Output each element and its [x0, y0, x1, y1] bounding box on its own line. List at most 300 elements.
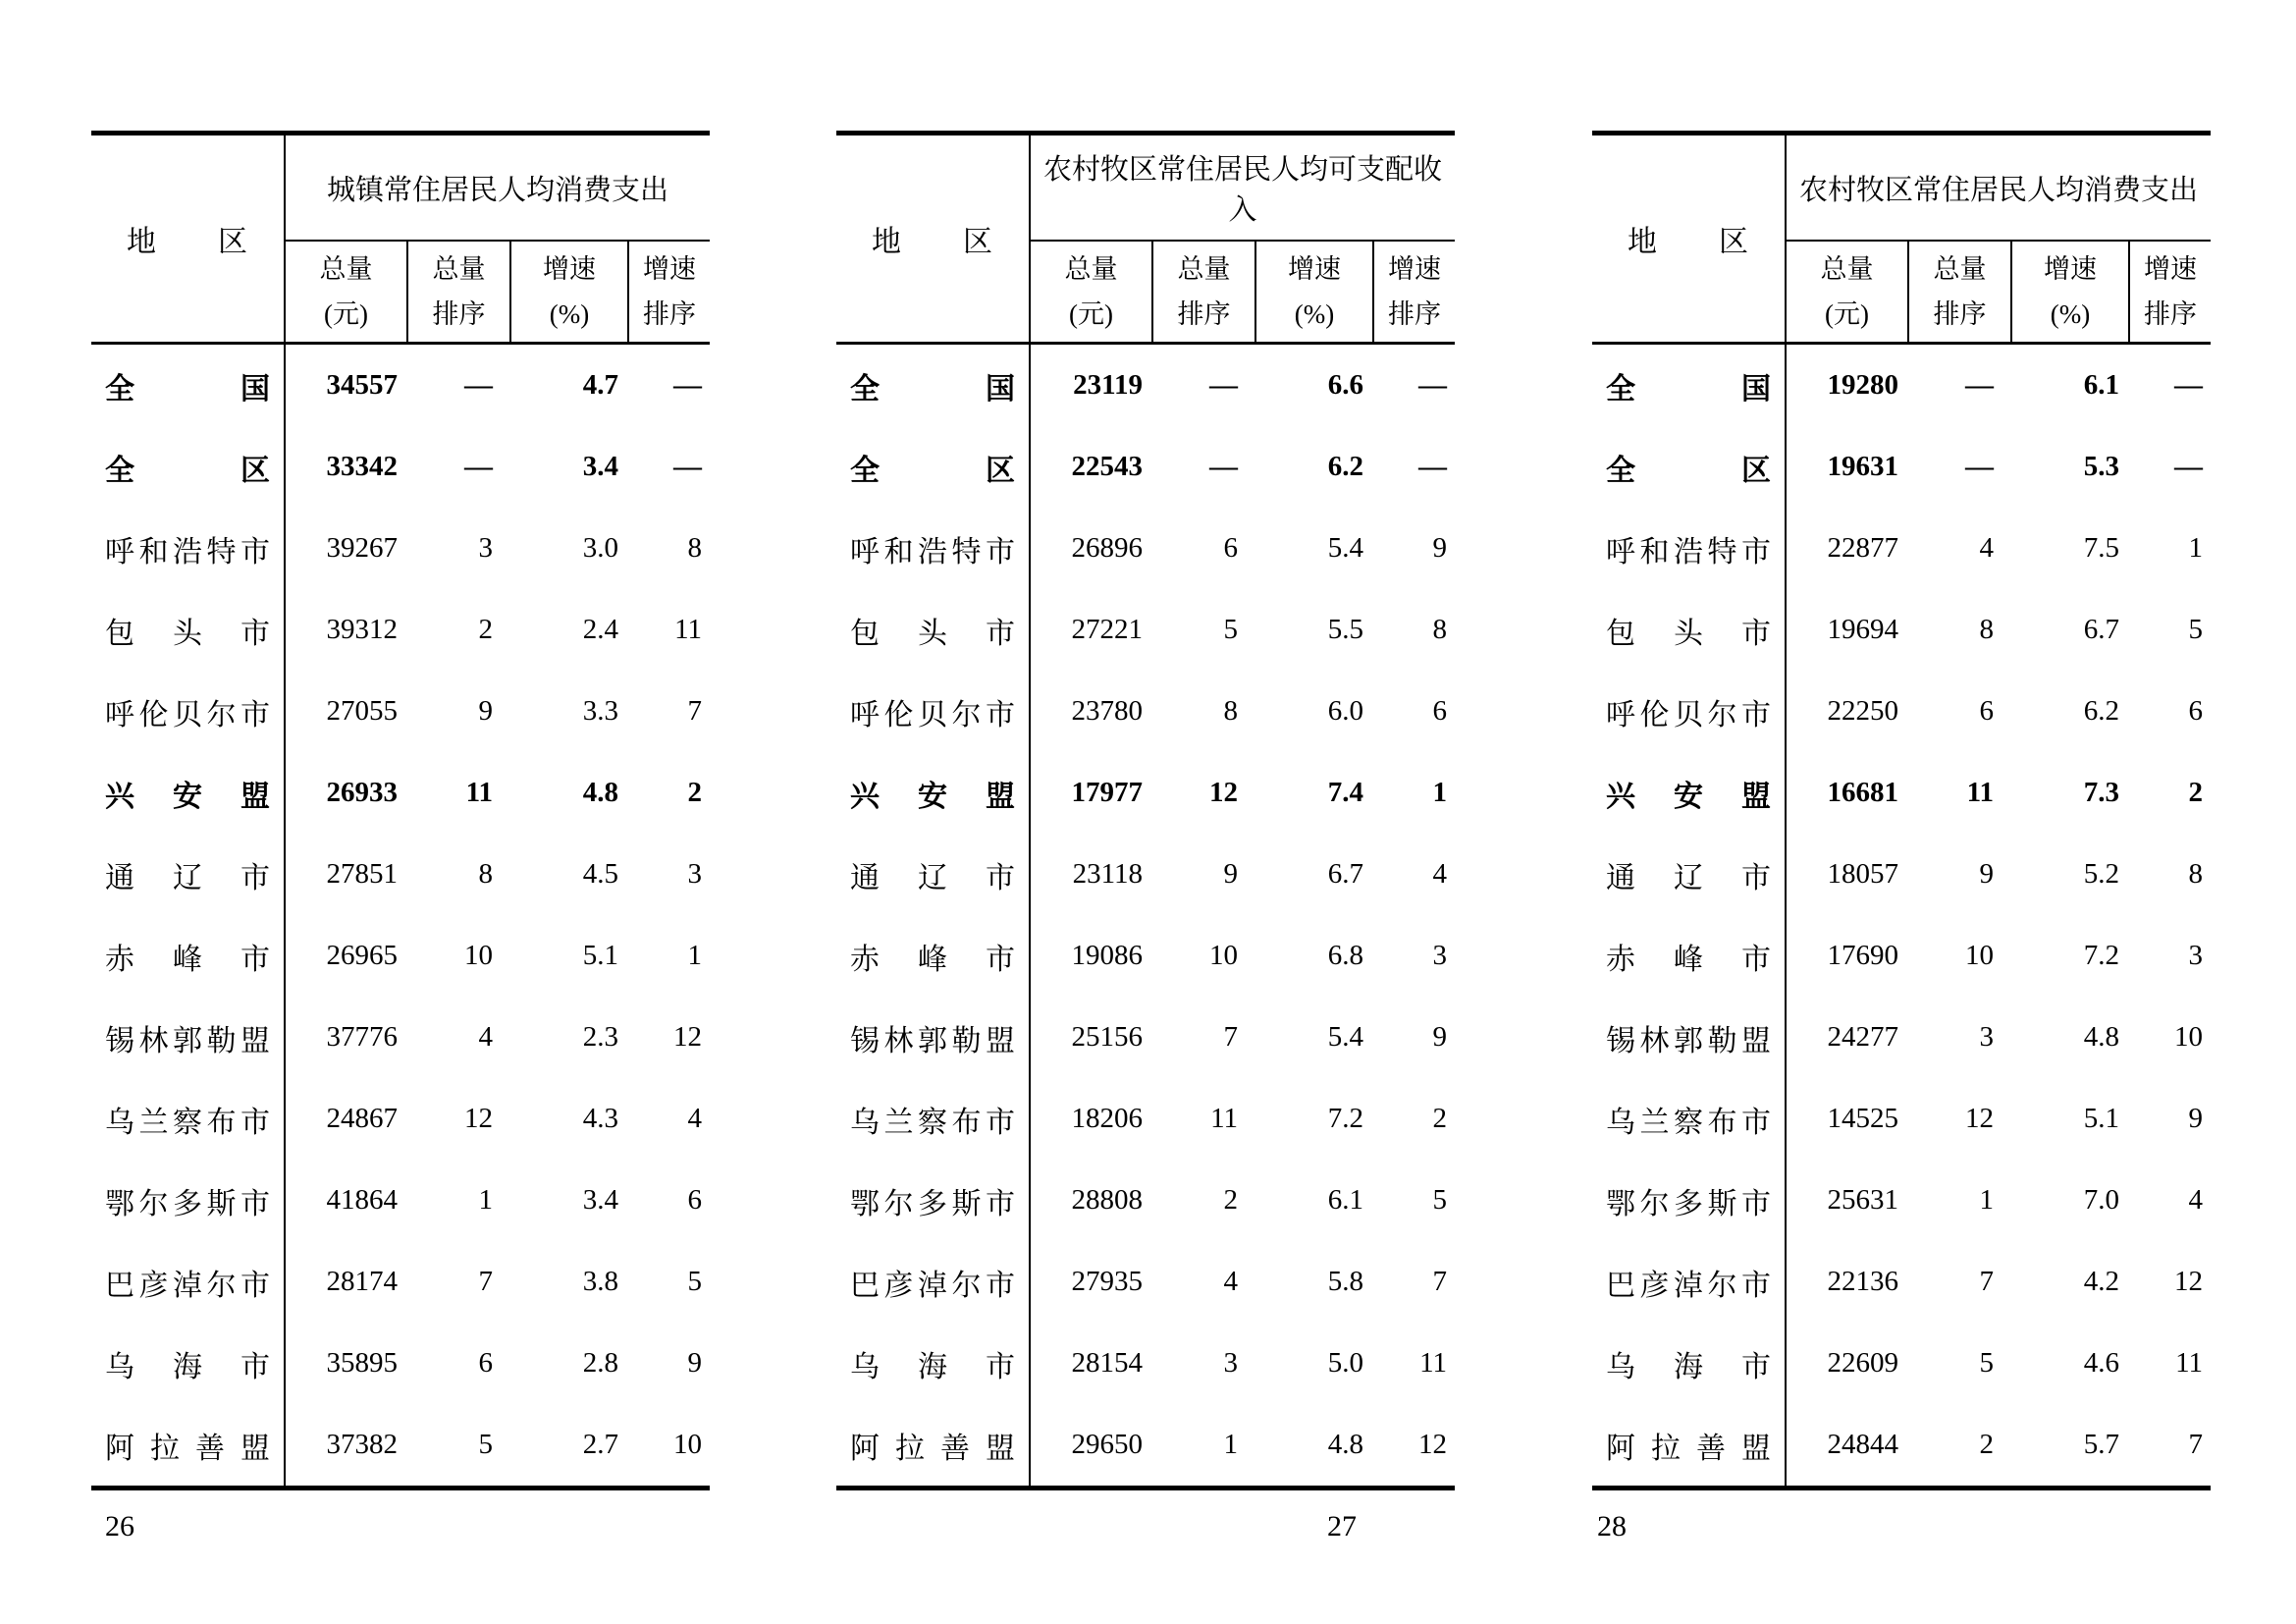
value-cell: 10: [464, 940, 493, 971]
table-row: [836, 915, 1455, 997]
value-cell: 12: [464, 1103, 493, 1134]
value-cell: 28808: [1071, 1184, 1143, 1216]
value-cell: 6.7: [1327, 858, 1363, 890]
value-cell: 7: [1223, 1021, 1238, 1053]
value-cell: 2.3: [582, 1021, 618, 1053]
table-row: [1592, 997, 2211, 1078]
value-cell: 27221: [1071, 614, 1143, 645]
region-cell: 通辽市: [91, 834, 285, 915]
region-cell: 通辽市: [1592, 834, 1786, 915]
value-cell: 4.5: [582, 858, 618, 890]
column-header-line: 增速: [543, 254, 596, 284]
value-cell: 4: [1979, 532, 1994, 564]
value-cell: 7.3: [2083, 777, 2119, 808]
table-row: [1592, 508, 2211, 589]
value-cell: 6: [2188, 695, 2204, 727]
value-cell: 28154: [1071, 1347, 1143, 1379]
table-row: [1592, 1160, 2211, 1241]
value-cell: 4.8: [2083, 1021, 2119, 1053]
table-page-rural-income: [836, 131, 1455, 1543]
table-page-urban-consumption: [91, 131, 710, 1543]
value-cell: —: [673, 369, 703, 401]
table-row: [1592, 1404, 2211, 1489]
value-cell: 4.6: [2083, 1347, 2119, 1379]
value-cell: 2.4: [582, 614, 618, 645]
value-cell: 12: [1418, 1429, 1448, 1460]
region-cell: 赤峰市: [1592, 915, 1786, 997]
value-cell: 8: [1979, 614, 1994, 645]
value-cell: —: [1209, 451, 1238, 482]
urban-consumption-table: [91, 131, 710, 1490]
value-cell: 28174: [326, 1266, 398, 1297]
value-cell: 3: [687, 858, 703, 890]
column-header-line: 总量: [1064, 254, 1118, 284]
value-cell: 10: [2174, 1021, 2204, 1053]
table-row: [91, 344, 710, 427]
region-cell: 乌海市: [91, 1323, 285, 1404]
value-cell: 6.2: [2083, 695, 2119, 727]
value-cell: 26896: [1071, 532, 1143, 564]
value-cell: —: [1965, 451, 1994, 482]
region-cell: 呼和浩特市: [836, 508, 1030, 589]
value-cell: 27935: [1071, 1266, 1143, 1297]
region-cell: 鄂尔多斯市: [836, 1160, 1030, 1241]
region-column-header: 地 区: [91, 134, 285, 344]
region-cell: 锡林郭勒盟: [836, 997, 1030, 1078]
value-cell: 3.0: [582, 532, 618, 564]
value-cell: 6.1: [1327, 1184, 1363, 1216]
column-header-line: 总量: [1933, 254, 1987, 284]
value-cell: 9: [1432, 1021, 1448, 1053]
column-header-line: 总量: [319, 254, 373, 284]
table-row: [91, 834, 710, 915]
value-cell: 9: [1432, 532, 1448, 564]
value-cell: 3: [478, 532, 493, 564]
region-cell: 阿拉善盟: [91, 1404, 285, 1489]
table-row: [91, 426, 710, 508]
column-header: [1030, 241, 1152, 344]
value-cell: 1: [1432, 777, 1448, 808]
region-cell: 乌海市: [1592, 1323, 1786, 1404]
value-cell: 6.8: [1327, 940, 1363, 971]
table-row: [91, 997, 710, 1078]
value-cell: 10: [673, 1429, 703, 1460]
value-cell: 19280: [1827, 369, 1898, 401]
value-cell: 5.8: [1327, 1266, 1363, 1297]
value-cell: 6.6: [1327, 369, 1363, 401]
value-cell: 25631: [1827, 1184, 1898, 1216]
table-row: [91, 915, 710, 997]
value-cell: 5.1: [582, 940, 618, 971]
region-cell: 乌兰察布市: [91, 1078, 285, 1160]
value-cell: 9: [1223, 858, 1238, 890]
region-column-header: 地 区: [836, 134, 1030, 344]
value-cell: 5.7: [2083, 1429, 2119, 1460]
value-cell: 5: [1979, 1347, 1994, 1379]
page-number: 28: [1597, 1510, 1627, 1543]
value-cell: 9: [687, 1347, 703, 1379]
value-cell: 5.3: [2083, 451, 2119, 482]
value-cell: 5.5: [1327, 614, 1363, 645]
table-row: [836, 1241, 1455, 1323]
value-cell: —: [1209, 369, 1238, 401]
value-cell: 4.7: [582, 369, 618, 401]
value-cell: 11: [1419, 1347, 1448, 1379]
value-cell: 24867: [326, 1103, 398, 1134]
region-cell: 乌兰察布市: [1592, 1078, 1786, 1160]
value-cell: 3.4: [582, 1184, 618, 1216]
rural-income-table: [836, 131, 1455, 1490]
column-header-line: 总量: [1177, 254, 1231, 284]
value-cell: 26965: [326, 940, 398, 971]
region-cell: 巴彦淖尔市: [1592, 1241, 1786, 1323]
table-row: [1592, 589, 2211, 671]
value-cell: 27851: [326, 858, 398, 890]
value-cell: 9: [2188, 1103, 2204, 1134]
value-cell: 5.1: [2083, 1103, 2119, 1134]
table-row: [1592, 1323, 2211, 1404]
value-cell: 18057: [1827, 858, 1898, 890]
region-cell: 乌兰察布市: [836, 1078, 1030, 1160]
page-number: 26: [105, 1510, 134, 1543]
region-cell: 呼和浩特市: [91, 508, 285, 589]
column-header-line: 排序: [643, 299, 696, 329]
value-cell: 7.2: [2083, 940, 2119, 971]
table-row: [836, 1078, 1455, 1160]
value-cell: 18206: [1071, 1103, 1143, 1134]
column-header-line: 增速: [2144, 254, 2197, 284]
region-cell: 呼伦贝尔市: [836, 671, 1030, 752]
table-row: [1592, 752, 2211, 834]
value-cell: 33342: [326, 451, 398, 482]
column-header-line: 排序: [1177, 299, 1231, 329]
value-cell: 19631: [1827, 451, 1898, 482]
region-cell: 锡林郭勒盟: [91, 997, 285, 1078]
value-cell: 7: [1432, 1266, 1448, 1297]
value-cell: 25156: [1071, 1021, 1143, 1053]
table-row: [1592, 834, 2211, 915]
value-cell: 1: [2188, 532, 2204, 564]
value-cell: 12: [1965, 1103, 1994, 1134]
value-cell: 5.2: [2083, 858, 2119, 890]
value-cell: 7.0: [2083, 1184, 2119, 1216]
value-cell: 7.5: [2083, 532, 2119, 564]
value-cell: 5.0: [1327, 1347, 1363, 1379]
table-row: [836, 508, 1455, 589]
table-row: [1592, 1078, 2211, 1160]
column-header: [285, 241, 407, 344]
column-header-line: 排序: [2144, 299, 2197, 329]
group-header: 农村牧区常住居民人均消费支出: [1786, 134, 2211, 242]
table-row: [836, 1160, 1455, 1241]
value-cell: 5: [1432, 1184, 1448, 1216]
value-cell: 2.8: [582, 1347, 618, 1379]
value-cell: 11: [1966, 777, 1994, 808]
value-cell: 5: [687, 1266, 703, 1297]
region-cell: 巴彦淖尔市: [91, 1241, 285, 1323]
value-cell: 12: [673, 1021, 703, 1053]
value-cell: 26933: [326, 777, 398, 808]
column-header: [510, 241, 628, 344]
value-cell: 12: [1209, 777, 1238, 808]
value-cell: 6: [687, 1184, 703, 1216]
rural-consumption-table: [1592, 131, 2211, 1490]
region-cell: 兴安盟: [1592, 752, 1786, 834]
table-row: [836, 426, 1455, 508]
table-row: [1592, 671, 2211, 752]
value-cell: 24277: [1827, 1021, 1898, 1053]
value-cell: 4: [2188, 1184, 2204, 1216]
region-cell: 赤峰市: [836, 915, 1030, 997]
value-cell: 23119: [1073, 369, 1143, 401]
value-cell: 6.0: [1327, 695, 1363, 727]
table-row: [91, 508, 710, 589]
value-cell: —: [673, 451, 703, 482]
value-cell: —: [2174, 451, 2204, 482]
region-cell: 全区: [1592, 426, 1786, 508]
value-cell: 1: [1979, 1184, 1994, 1216]
value-cell: 35895: [326, 1347, 398, 1379]
column-header-line: 增速: [643, 254, 696, 284]
value-cell: 6: [1432, 695, 1448, 727]
region-cell: 呼和浩特市: [1592, 508, 1786, 589]
column-header-line: 增速: [1288, 254, 1341, 284]
value-cell: 17977: [1071, 777, 1143, 808]
region-cell: 阿拉善盟: [1592, 1404, 1786, 1489]
value-cell: —: [464, 451, 493, 482]
group-header: 农村牧区常住居民人均可支配收入: [1030, 134, 1455, 242]
value-cell: 37382: [326, 1429, 398, 1460]
value-cell: 8: [1432, 614, 1448, 645]
region-cell: 鄂尔多斯市: [1592, 1160, 1786, 1241]
value-cell: 3.4: [582, 451, 618, 482]
value-cell: 3: [1979, 1021, 1994, 1053]
value-cell: 7: [478, 1266, 493, 1297]
value-cell: 5: [478, 1429, 493, 1460]
value-cell: 29650: [1071, 1429, 1143, 1460]
table-row: [836, 589, 1455, 671]
column-header-line: 总量: [1820, 254, 1874, 284]
value-cell: 23118: [1072, 858, 1143, 890]
value-cell: 5: [1223, 614, 1238, 645]
column-header-line: 增速: [1388, 254, 1441, 284]
region-column-header: 地 区: [1592, 134, 1786, 344]
region-cell: 全区: [91, 426, 285, 508]
value-cell: 6.7: [2083, 614, 2119, 645]
table-row: [91, 1241, 710, 1323]
region-cell: 全区: [836, 426, 1030, 508]
value-cell: 10: [1209, 940, 1238, 971]
region-cell: 包头市: [836, 589, 1030, 671]
value-cell: 22543: [1071, 451, 1143, 482]
table-row: [836, 344, 1455, 427]
value-cell: 2.7: [582, 1429, 618, 1460]
value-cell: 2: [1432, 1103, 1448, 1134]
value-cell: 11: [1210, 1103, 1238, 1134]
value-cell: 1: [478, 1184, 493, 1216]
column-header-line: 总量: [432, 254, 486, 284]
value-cell: 19694: [1827, 614, 1898, 645]
region-cell: 呼伦贝尔市: [91, 671, 285, 752]
region-cell: 通辽市: [836, 834, 1030, 915]
value-cell: 6: [1223, 532, 1238, 564]
region-cell: 乌海市: [836, 1323, 1030, 1404]
table-row: [836, 834, 1455, 915]
region-cell: 锡林郭勒盟: [1592, 997, 1786, 1078]
table-row: [836, 1323, 1455, 1404]
column-header: [2011, 241, 2129, 344]
column-header-line: (元): [1825, 299, 1869, 329]
table-row: [836, 752, 1455, 834]
region-cell: 赤峰市: [91, 915, 285, 997]
value-cell: 1: [1223, 1429, 1238, 1460]
column-header: [628, 241, 710, 344]
value-cell: 24844: [1827, 1429, 1898, 1460]
column-header-line: 排序: [1933, 299, 1987, 329]
table-row: [836, 671, 1455, 752]
value-cell: 6: [478, 1347, 493, 1379]
column-header: [1373, 241, 1455, 344]
region-cell: 全国: [91, 344, 285, 427]
region-cell: 包头市: [1592, 589, 1786, 671]
region-cell: 兴安盟: [836, 752, 1030, 834]
value-cell: 23780: [1071, 695, 1143, 727]
value-cell: 2: [478, 614, 493, 645]
region-cell: 包头市: [91, 589, 285, 671]
value-cell: 7.4: [1327, 777, 1363, 808]
value-cell: —: [464, 369, 493, 401]
region-cell: 全国: [836, 344, 1030, 427]
column-header: [1255, 241, 1373, 344]
value-cell: 4.2: [2083, 1266, 2119, 1297]
value-cell: —: [2174, 369, 2204, 401]
value-cell: 8: [687, 532, 703, 564]
value-cell: 39267: [326, 532, 398, 564]
value-cell: 12: [2174, 1266, 2204, 1297]
value-cell: 16681: [1827, 777, 1898, 808]
value-cell: 22250: [1827, 695, 1898, 727]
column-header-line: (元): [324, 299, 368, 329]
table-row: [1592, 915, 2211, 997]
value-cell: 3: [2188, 940, 2204, 971]
value-cell: 2: [1979, 1429, 1994, 1460]
value-cell: 41864: [326, 1184, 398, 1216]
column-header-line: (%): [1294, 299, 1335, 329]
value-cell: 39312: [326, 614, 398, 645]
column-header: [1908, 241, 2011, 344]
region-cell: 呼伦贝尔市: [1592, 671, 1786, 752]
value-cell: 7: [687, 695, 703, 727]
value-cell: 10: [1965, 940, 1994, 971]
value-cell: 7.2: [1327, 1103, 1363, 1134]
value-cell: 2: [687, 777, 703, 808]
column-header-line: 排序: [1388, 299, 1441, 329]
value-cell: 2: [1223, 1184, 1238, 1216]
value-cell: 4.8: [582, 777, 618, 808]
column-header: [407, 241, 510, 344]
column-header: [1152, 241, 1255, 344]
value-cell: 19086: [1071, 940, 1143, 971]
value-cell: 8: [2188, 858, 2204, 890]
column-header: [1786, 241, 1908, 344]
column-header-line: (%): [2050, 299, 2091, 329]
value-cell: 22609: [1827, 1347, 1898, 1379]
table-row: [836, 997, 1455, 1078]
table-row: [91, 1078, 710, 1160]
value-cell: 3.8: [582, 1266, 618, 1297]
value-cell: 27055: [326, 695, 398, 727]
column-header: [2129, 241, 2211, 344]
table-page-rural-consumption: [1592, 131, 2211, 1543]
value-cell: —: [1418, 369, 1448, 401]
value-cell: 3.3: [582, 695, 618, 727]
value-cell: 1: [687, 940, 703, 971]
table-row: [91, 752, 710, 834]
value-cell: 3: [1223, 1347, 1238, 1379]
value-cell: 8: [478, 858, 493, 890]
table-row: [91, 1160, 710, 1241]
region-cell: 鄂尔多斯市: [91, 1160, 285, 1241]
value-cell: 6: [1979, 695, 1994, 727]
value-cell: 6.1: [2083, 369, 2119, 401]
table-row: [91, 1404, 710, 1489]
value-cell: —: [1418, 451, 1448, 482]
value-cell: 9: [478, 695, 493, 727]
value-cell: 34557: [326, 369, 398, 401]
table-row: [1592, 426, 2211, 508]
value-cell: 7: [1979, 1266, 1994, 1297]
table-row: [91, 671, 710, 752]
value-cell: 5: [2188, 614, 2204, 645]
value-cell: 22877: [1827, 532, 1898, 564]
value-cell: 5.4: [1327, 1021, 1363, 1053]
table-row: [91, 1323, 710, 1404]
column-header-line: (%): [549, 299, 590, 329]
value-cell: 17690: [1827, 940, 1898, 971]
group-header: 城镇常住居民人均消费支出: [285, 134, 710, 242]
value-cell: 14525: [1827, 1103, 1898, 1134]
table-row: [91, 589, 710, 671]
value-cell: 11: [674, 614, 703, 645]
table-row: [836, 1404, 1455, 1489]
value-cell: —: [1965, 369, 1994, 401]
value-cell: 4: [478, 1021, 493, 1053]
column-header-line: (元): [1069, 299, 1113, 329]
value-cell: 11: [2175, 1347, 2204, 1379]
table-row: [1592, 344, 2211, 427]
value-cell: 11: [465, 777, 493, 808]
value-cell: 4.3: [582, 1103, 618, 1134]
value-cell: 22136: [1827, 1266, 1898, 1297]
value-cell: 7: [2188, 1429, 2204, 1460]
column-header-line: 增速: [2044, 254, 2097, 284]
page-number: 27: [1327, 1510, 1357, 1543]
region-cell: 巴彦淖尔市: [836, 1241, 1030, 1323]
column-header-line: 排序: [432, 299, 486, 329]
value-cell: 9: [1979, 858, 1994, 890]
table-row: [1592, 1241, 2211, 1323]
value-cell: 4: [687, 1103, 703, 1134]
value-cell: 8: [1223, 695, 1238, 727]
value-cell: 5.4: [1327, 532, 1363, 564]
region-cell: 阿拉善盟: [836, 1404, 1030, 1489]
value-cell: 2: [2188, 777, 2204, 808]
value-cell: 3: [1432, 940, 1448, 971]
value-cell: 4: [1432, 858, 1448, 890]
value-cell: 4.8: [1327, 1429, 1363, 1460]
region-cell: 全国: [1592, 344, 1786, 427]
value-cell: 6.2: [1327, 451, 1363, 482]
